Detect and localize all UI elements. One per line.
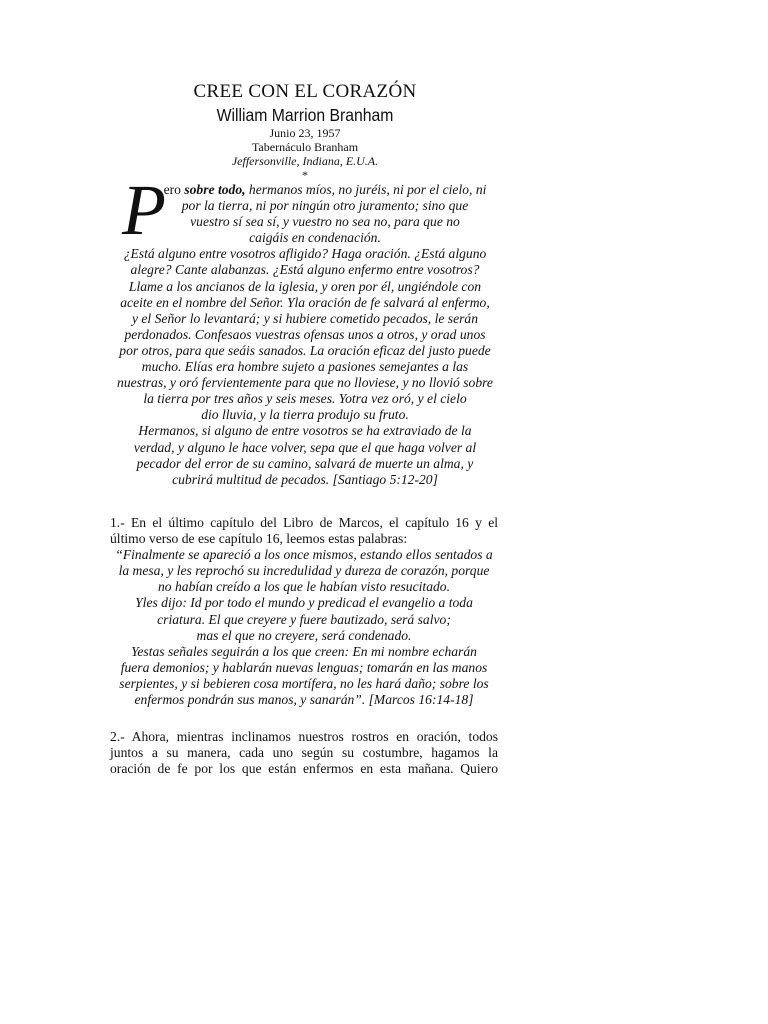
scripture-line-text: hermanos míos, no juréis, ni por el cielo, ni xyxy=(245,182,487,197)
scripture-line: aceite en el nombre del Señor. Yla oración de fe salvará al enfermo, xyxy=(120,294,490,310)
scripture-line: vuestro sí sea sí, y vuestro no sea no, para que no xyxy=(190,214,460,230)
quote-line: no habían creído a los que le habían visto resucitado. xyxy=(158,579,450,595)
sermon-place: Tabernáculo Branham xyxy=(251,140,359,154)
scripture-line: mucho. Elías era hombre sujeto a pasiones semejantes a las xyxy=(141,359,469,375)
quote-line: serpientes, y si bebieren cosa mortífera, no les hará daño; sobre los xyxy=(119,675,489,691)
paragraph-2 xyxy=(110,729,498,777)
scripture-passage xyxy=(110,170,500,488)
scripture-line: ¿Está alguno entre vosotros afligido? Haga oración. ¿Está alguno xyxy=(123,246,487,262)
paragraph-line: oración de fe por los que están enfermos en esta mañana. Quiero xyxy=(110,761,498,777)
scripture-line: verdad, y alguno le hace volver, sepa que el que haga volver al xyxy=(133,439,477,455)
scripture-line: dio lluvia, y la tierra produjo su fruto. xyxy=(201,407,409,423)
paragraph-1 xyxy=(110,515,498,708)
paragraph-line: juntos a su manera, cada uno según su costumbre, hagamos la xyxy=(110,745,498,761)
scripture-line: cubrirá multitud de pecados. [Santiago 5:12-20] xyxy=(172,471,438,487)
scripture-line: la tierra por tres años y seis meses. Yotra vez oró, y el cielo xyxy=(143,391,467,407)
scripture-line: nuestras, y oró fervientemente para que no lloviese, y no llovió sobre xyxy=(117,375,493,391)
sermon-date: Junio 23, 1957 xyxy=(269,126,341,140)
quote-line: la mesa, y les reprochó su incredulidad y dureza de corazón, porque xyxy=(118,563,490,579)
scripture-line: y el Señor lo levantará; y si hubiere cometido pecados, le serán xyxy=(131,310,479,326)
paragraph-line: último verso de ese capítulo 16, leemos estas palabras: xyxy=(110,531,408,547)
header-separator: * xyxy=(302,168,308,182)
quote-line: “Finalmente se apareció a los once mismos, estando ellos sentados a xyxy=(115,547,493,563)
author-name: William Marrion Branham xyxy=(216,105,394,125)
scripture-line xyxy=(110,182,500,198)
quote-line: criatura. El que creyere y fuere bautizado, será salvo; xyxy=(157,611,451,627)
quote-line: Yles dijo: Id por todo el mundo y predicad el evangelio a toda xyxy=(135,595,473,611)
scripture-opening-bold: sobre todo, xyxy=(184,182,246,197)
scripture-line: alegre? Cante alabanzas. ¿Está alguno enfermo entre vosotros? xyxy=(130,262,480,278)
drop-cap: P xyxy=(122,170,166,250)
scripture-quote xyxy=(110,547,498,708)
sermon-header xyxy=(110,80,500,182)
scripture-line: Hermanos, si alguno de entre vosotros se ha extraviado de la xyxy=(138,423,472,439)
sermon-title: CREE CON EL CORAZÓN xyxy=(193,81,417,102)
quote-line: Yestas señales seguirán a los que creen: En mi nombre echarán xyxy=(131,643,477,659)
paragraph-line: 1.- En el último capítulo del Libro de Marcos, el capítulo 16 y el xyxy=(110,515,498,530)
quote-line: mas el que no creyere, será condenado. xyxy=(196,627,412,643)
quote-line: enfermos pondrán sus manos, y sanarán”. [Marcos 16:14-18] xyxy=(134,692,474,708)
scripture-line: Llame a los ancianos de la iglesia, y oren por él, ungiéndole con xyxy=(128,278,482,294)
scripture-line: por otros, para que seáis sanados. La oración eficaz del justo puede xyxy=(119,342,491,358)
scripture-line: caigáis en condenación. xyxy=(249,230,381,246)
scripture-line: perdonados. Confesaos vuestras ofensas unos a otros, y orad unos xyxy=(124,326,486,342)
scripture-opening-rest: ero xyxy=(163,182,185,197)
quote-line: fuera demonios; y hablarán nuevas lenguas; tomarán en las manos xyxy=(120,659,488,675)
paragraph-line: 2.- Ahora, mientras inclinamos nuestros rostros en oración, todos xyxy=(110,729,498,744)
scripture-line: pecador del error de su camino, salvará de muerte un alma, y xyxy=(136,455,474,471)
sermon-location: Jeffersonville, Indiana, E.U.A. xyxy=(231,154,379,168)
scripture-line: por la tierra, ni por ningún otro juramento; sino que xyxy=(181,198,469,214)
